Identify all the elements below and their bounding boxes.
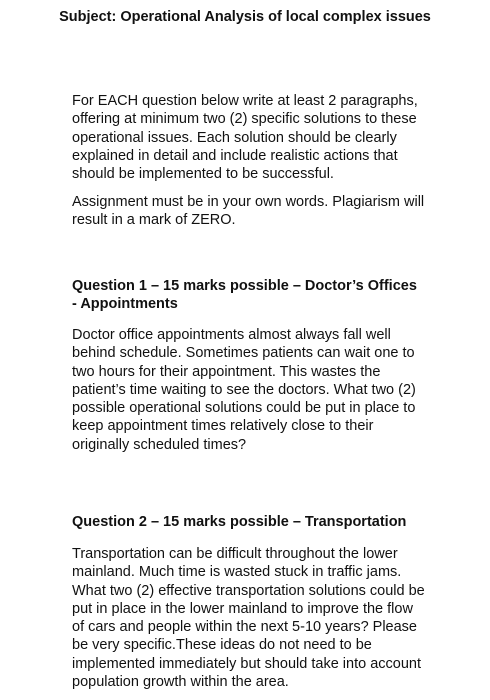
subject-title: Subject: Operational Analysis of local complex issues (59, 9, 431, 25)
question-2-heading: Question 2 – 15 marks possible – Transportation (72, 514, 407, 530)
instructions-paragraph-2: Assignment must be in your own words. Plagiarism will result in a mark of ZERO. (72, 194, 425, 229)
question-2-body: Transportation can be difficult throughout the lower mainland. Much time is wasted stuck in traffic jams. What two (2) effective transportation solutions could be put in place in the lower mainland to improve the flow of cars and people within the next 5-10 years? Please be very specific.These ideas do not need to be implemented immediately but should take into account population growth within the area. (72, 546, 425, 691)
instructions-paragraph-1: For EACH question below write at least 2 paragraphs, offering at minimum two (2) specific solutions to these operational issues. Each solution should be clearly explained in detail and include realistic actions that should be implemented to be successful. (72, 93, 418, 183)
question-1-heading: Question 1 – 15 marks possible – Doctor’s Offices - Appointments (72, 278, 417, 313)
question-1-body: Doctor office appointments almost always fall well behind schedule. Sometimes patients can wait one to two hours for their appointment. This wastes the patient’s time waiting to see the doctors. What two (2) possible operational solutions could be put in place to keep appointment times relatively close to their originally scheduled times? (72, 327, 416, 453)
